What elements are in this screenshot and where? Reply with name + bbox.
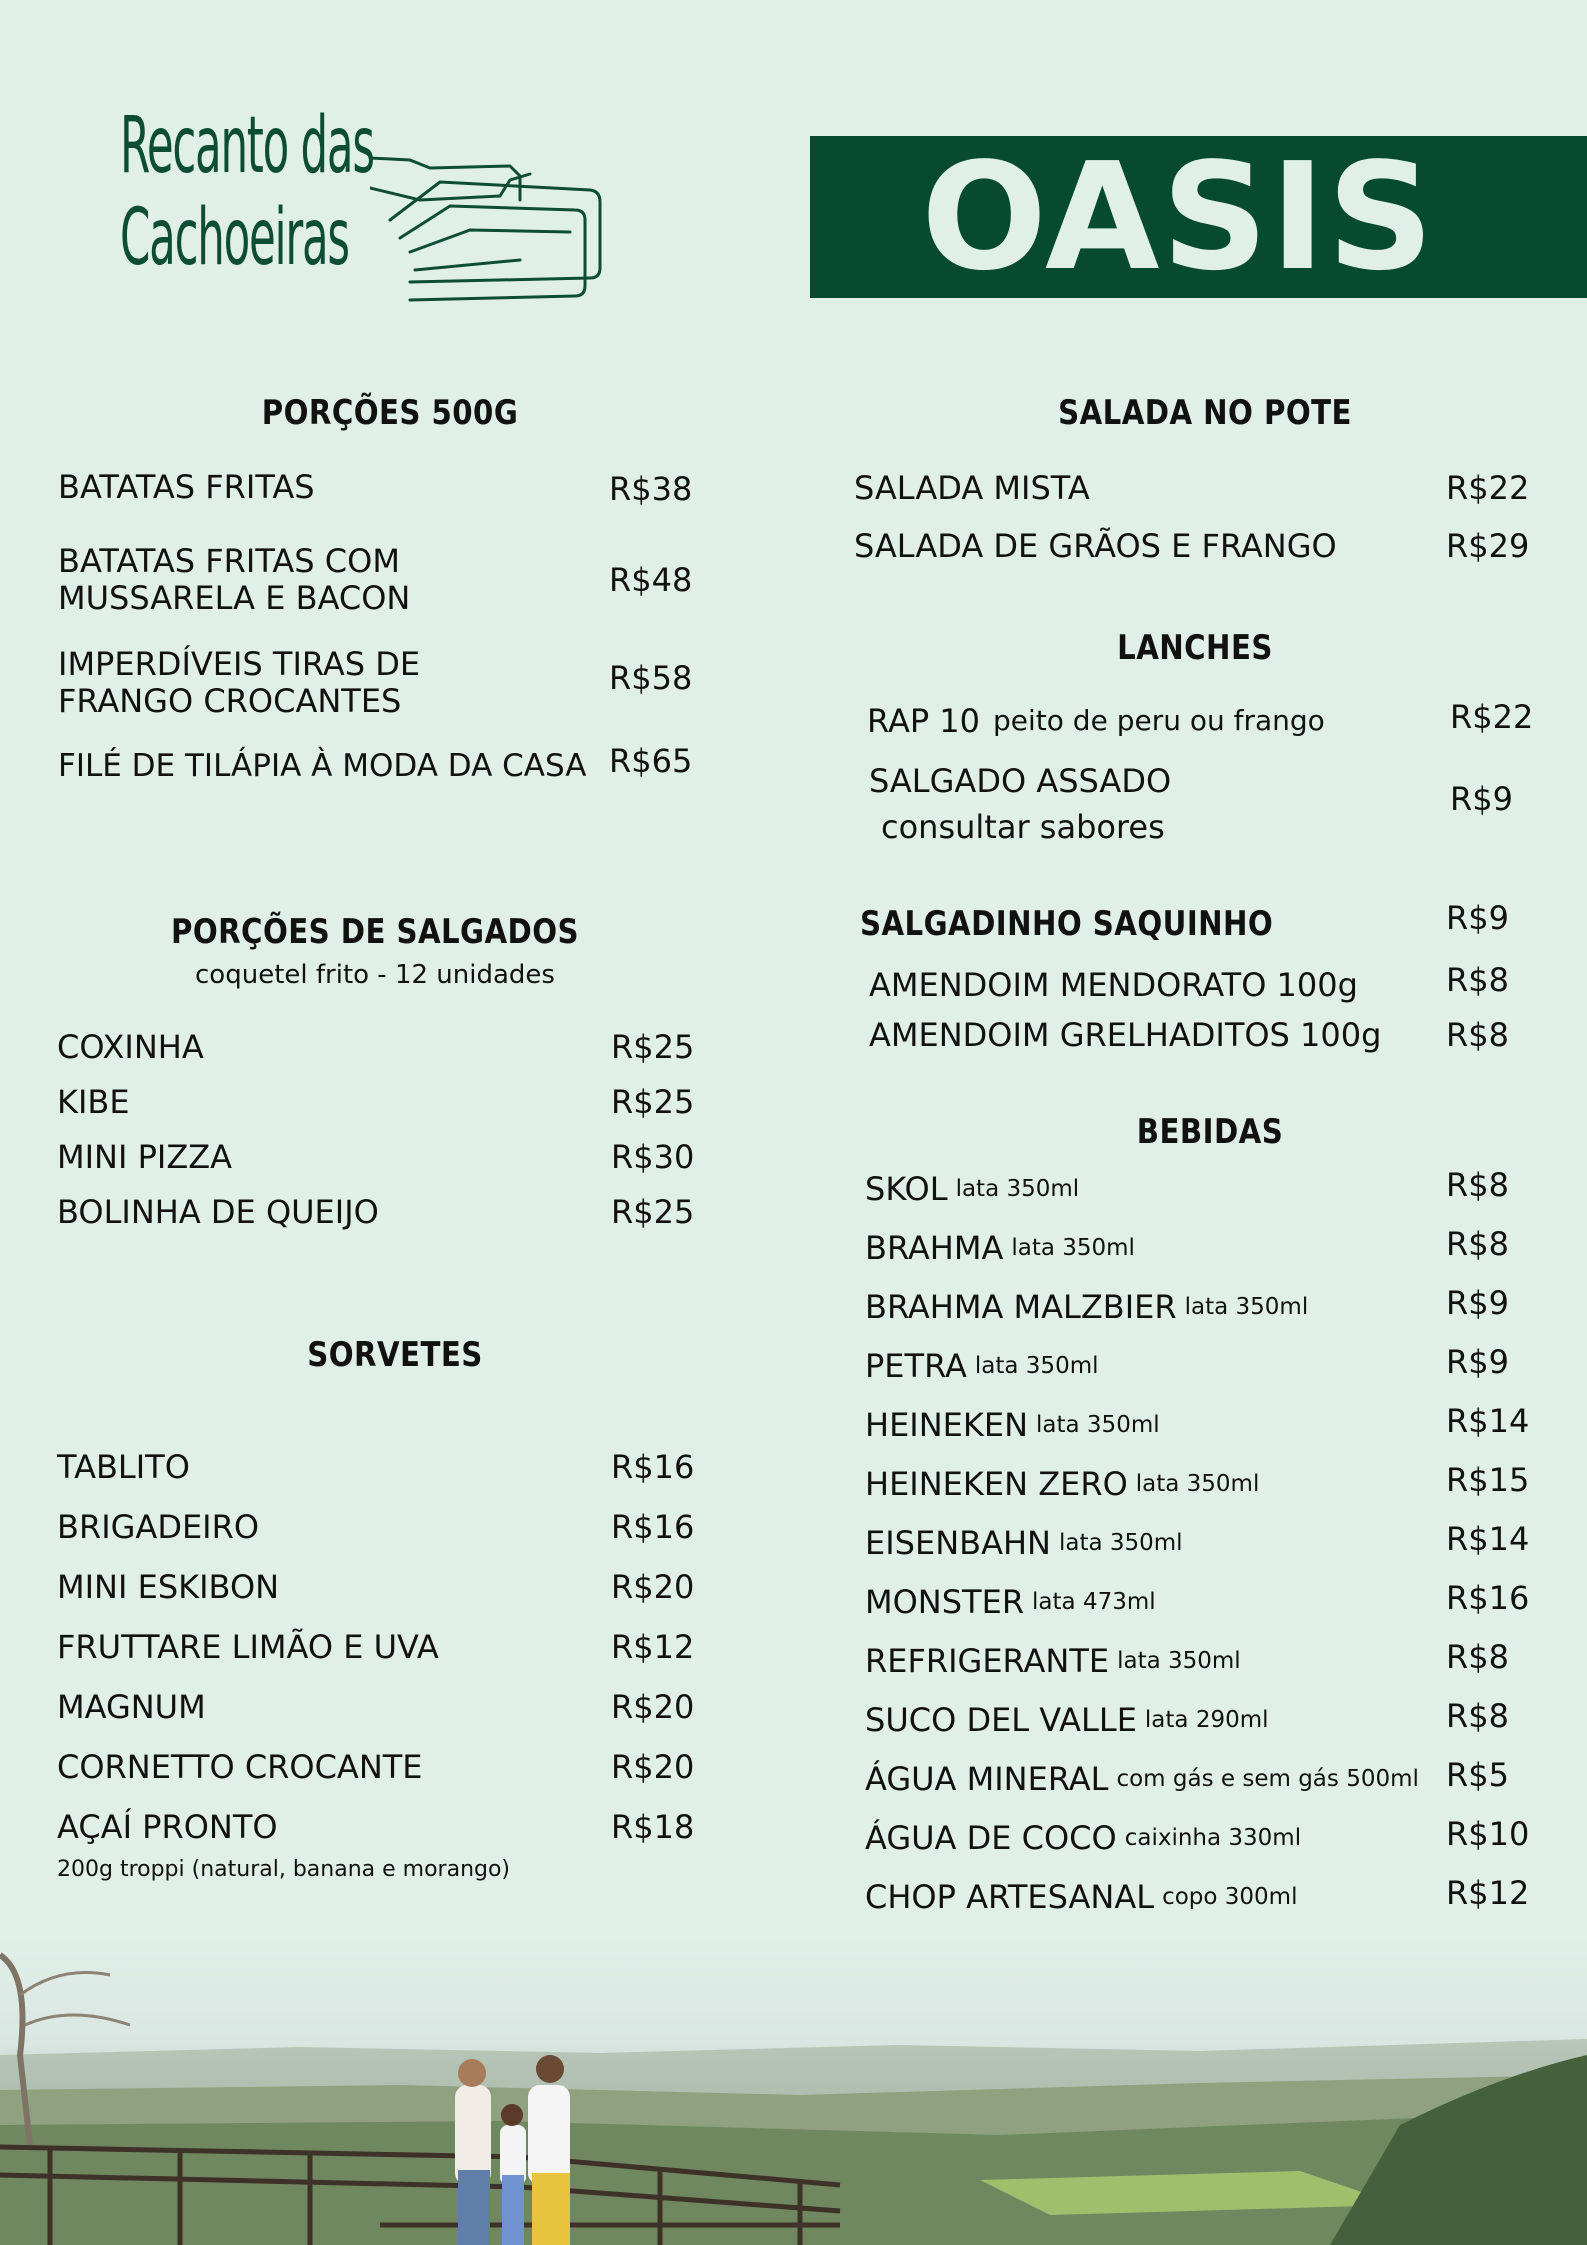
menu-item: SALGADO ASSADO xyxy=(869,762,1172,800)
drink-detail: lata 350ml xyxy=(1058,1530,1183,1556)
menu-price: R$22 xyxy=(1446,469,1530,507)
drink-detail: lata 350ml xyxy=(1036,1412,1160,1438)
menu-item: CORNETTO CROCANTE xyxy=(57,1748,423,1786)
menu-item: TABLITO xyxy=(57,1448,190,1486)
menu-item: COXINHA xyxy=(57,1028,204,1066)
menu-price: R$8 xyxy=(1446,1016,1509,1054)
drink-price: R$12 xyxy=(1446,1874,1530,1912)
section-title-salada: SALADA NO POTE xyxy=(1058,393,1352,433)
drink-item xyxy=(865,1465,1259,1507)
menu-item: MINI PIZZA xyxy=(57,1138,233,1176)
drink-detail: lata 350ml xyxy=(1135,1471,1260,1497)
menu-item-line: BATATAS FRITAS COM xyxy=(58,542,400,580)
menu-price: R$18 xyxy=(611,1808,695,1846)
menu-price: R$9 xyxy=(1446,899,1509,937)
menu-price: R$48 xyxy=(609,561,693,599)
section-subtitle-salgados: coquetel frito - 12 unidades xyxy=(195,960,555,990)
menu-item: KIBE xyxy=(57,1083,130,1121)
drink-detail: lata 473ml xyxy=(1032,1589,1156,1615)
drink-item xyxy=(865,1524,1183,1566)
drink-name: HEINEKEN ZERO xyxy=(865,1465,1128,1503)
drink-detail: lata 350ml xyxy=(1011,1235,1135,1261)
drink-detail: lata 350ml xyxy=(974,1353,1099,1379)
menu-item: BOLINHA DE QUEIJO xyxy=(57,1193,379,1231)
menu-item: AÇAÍ PRONTO xyxy=(57,1808,278,1846)
logo-line-2: Cachoeiras xyxy=(120,193,349,283)
menu-item-name: RAP 10 xyxy=(867,702,981,740)
section-title-bebidas: BEBIDAS xyxy=(1136,1112,1284,1152)
drink-price: R$16 xyxy=(1446,1579,1530,1617)
section-title-saquinho: SALGADINHO SAQUINHO xyxy=(860,904,1274,944)
drink-detail: copo 300ml xyxy=(1162,1884,1298,1910)
section-title-salgados: PORÇÕES DE SALGADOS xyxy=(170,912,580,952)
drink-price: R$10 xyxy=(1446,1815,1530,1853)
menu-price: R$16 xyxy=(611,1448,695,1486)
drink-item xyxy=(865,1583,1156,1625)
menu-item: AMENDOIM GRELHADITOS 100g xyxy=(869,1016,1382,1054)
menu-item-line: MUSSARELA E BACON xyxy=(58,579,411,617)
menu-item-line: FRANGO CROCANTES xyxy=(58,682,402,720)
logo-line-1: Recanto das xyxy=(120,101,374,191)
section-title-lanches: LANCHES xyxy=(1117,628,1273,668)
menu-item: BRIGADEIRO xyxy=(57,1508,260,1546)
drink-item xyxy=(865,1347,1099,1389)
drink-price: R$14 xyxy=(1446,1402,1530,1440)
menu-price: R$25 xyxy=(611,1193,695,1231)
drink-name: MONSTER xyxy=(865,1583,1025,1621)
menu-price: R$22 xyxy=(1450,698,1534,736)
waterfall-icon xyxy=(370,120,670,320)
drink-item xyxy=(865,1878,1297,1920)
drink-price: R$9 xyxy=(1446,1284,1509,1322)
drink-price: R$14 xyxy=(1446,1520,1530,1558)
drink-price: R$8 xyxy=(1446,1166,1509,1204)
menu-item-line: IMPERDÍVEIS TIRAS DE xyxy=(58,645,421,683)
menu-price: R$16 xyxy=(611,1508,695,1546)
drink-price: R$9 xyxy=(1446,1343,1509,1381)
menu-price: R$20 xyxy=(611,1688,695,1726)
drink-name: PETRA xyxy=(865,1347,967,1385)
menu-item-detail: peito de peru ou frango xyxy=(993,704,1325,737)
menu-item: FILÉ DE TILÁPIA À MODA DA CASA xyxy=(58,748,587,784)
drink-name: BRAHMA MALZBIER xyxy=(865,1288,1177,1326)
drink-name: REFRIGERANTE xyxy=(865,1642,1110,1680)
menu-price: R$8 xyxy=(1446,961,1509,999)
logo-wordmark xyxy=(120,100,374,284)
menu-item: FRUTTARE LIMÃO E UVA xyxy=(57,1628,439,1666)
menu-item: SALADA DE GRÃOS E FRANGO xyxy=(854,527,1337,565)
drink-item xyxy=(865,1819,1301,1861)
drink-name: EISENBAHN xyxy=(865,1524,1051,1562)
drink-item xyxy=(865,1760,1419,1802)
menu-item xyxy=(867,702,1325,740)
drink-item xyxy=(865,1288,1308,1330)
drink-item xyxy=(865,1170,1079,1212)
drink-name: SKOL xyxy=(865,1170,948,1208)
drink-price: R$15 xyxy=(1446,1461,1530,1499)
section-title-porcoes: PORÇÕES 500G xyxy=(261,393,519,433)
menu-price: R$25 xyxy=(611,1028,695,1066)
menu-item: BATATAS FRITAS xyxy=(58,468,315,506)
drink-detail: lata 350ml xyxy=(1117,1648,1241,1674)
drink-price: R$8 xyxy=(1446,1225,1509,1263)
drink-detail: com gás e sem gás 500ml xyxy=(1116,1766,1419,1792)
menu-price: R$30 xyxy=(611,1138,695,1176)
header-band xyxy=(810,131,1587,303)
menu-price: R$20 xyxy=(611,1568,695,1606)
section-title-sorvetes: SORVETES xyxy=(307,1335,483,1375)
drink-name: BRAHMA xyxy=(865,1229,1004,1267)
drink-price: R$8 xyxy=(1446,1697,1509,1735)
menu-item: AMENDOIM MENDORATO 100g xyxy=(869,966,1358,1004)
menu-price: R$20 xyxy=(611,1748,695,1786)
menu-item: MAGNUM xyxy=(57,1688,206,1726)
drink-detail: caixinha 330ml xyxy=(1124,1825,1302,1851)
drink-name: HEINEKEN xyxy=(865,1406,1029,1444)
page-title: OASIS xyxy=(921,131,1436,303)
drink-detail: lata 350ml xyxy=(1184,1294,1309,1320)
menu-item: MINI ESKIBON xyxy=(57,1568,280,1606)
drink-name: CHOP ARTESANAL xyxy=(865,1878,1155,1916)
landscape-photo xyxy=(0,1935,1587,2245)
menu-price: R$9 xyxy=(1450,780,1513,818)
drink-name: SUCO DEL VALLE xyxy=(865,1701,1137,1739)
menu-price: R$25 xyxy=(611,1083,695,1121)
drink-detail: lata 290ml xyxy=(1144,1707,1269,1733)
drink-name: ÁGUA DE COCO xyxy=(865,1819,1117,1857)
menu-price: R$58 xyxy=(609,659,693,697)
menu-item-note: 200g troppi (natural, banana e morango) xyxy=(57,1857,511,1882)
drink-price: R$8 xyxy=(1446,1638,1509,1676)
menu-item xyxy=(58,543,410,617)
menu-price: R$29 xyxy=(1446,527,1530,565)
drink-item xyxy=(865,1642,1241,1684)
brand-logo xyxy=(110,100,670,330)
menu-item: SALADA MISTA xyxy=(854,469,1090,507)
drink-item xyxy=(865,1701,1269,1743)
menu-price: R$65 xyxy=(609,742,693,780)
menu-item xyxy=(58,646,420,720)
drink-item xyxy=(865,1406,1160,1448)
drink-detail: lata 350ml xyxy=(955,1176,1080,1202)
menu-price: R$12 xyxy=(611,1628,695,1666)
drink-name: ÁGUA MINERAL xyxy=(865,1760,1109,1798)
menu-price: R$38 xyxy=(609,470,693,508)
drink-item xyxy=(865,1229,1135,1271)
menu-item-detail: consultar sabores xyxy=(881,808,1165,846)
drink-price: R$5 xyxy=(1446,1756,1509,1794)
